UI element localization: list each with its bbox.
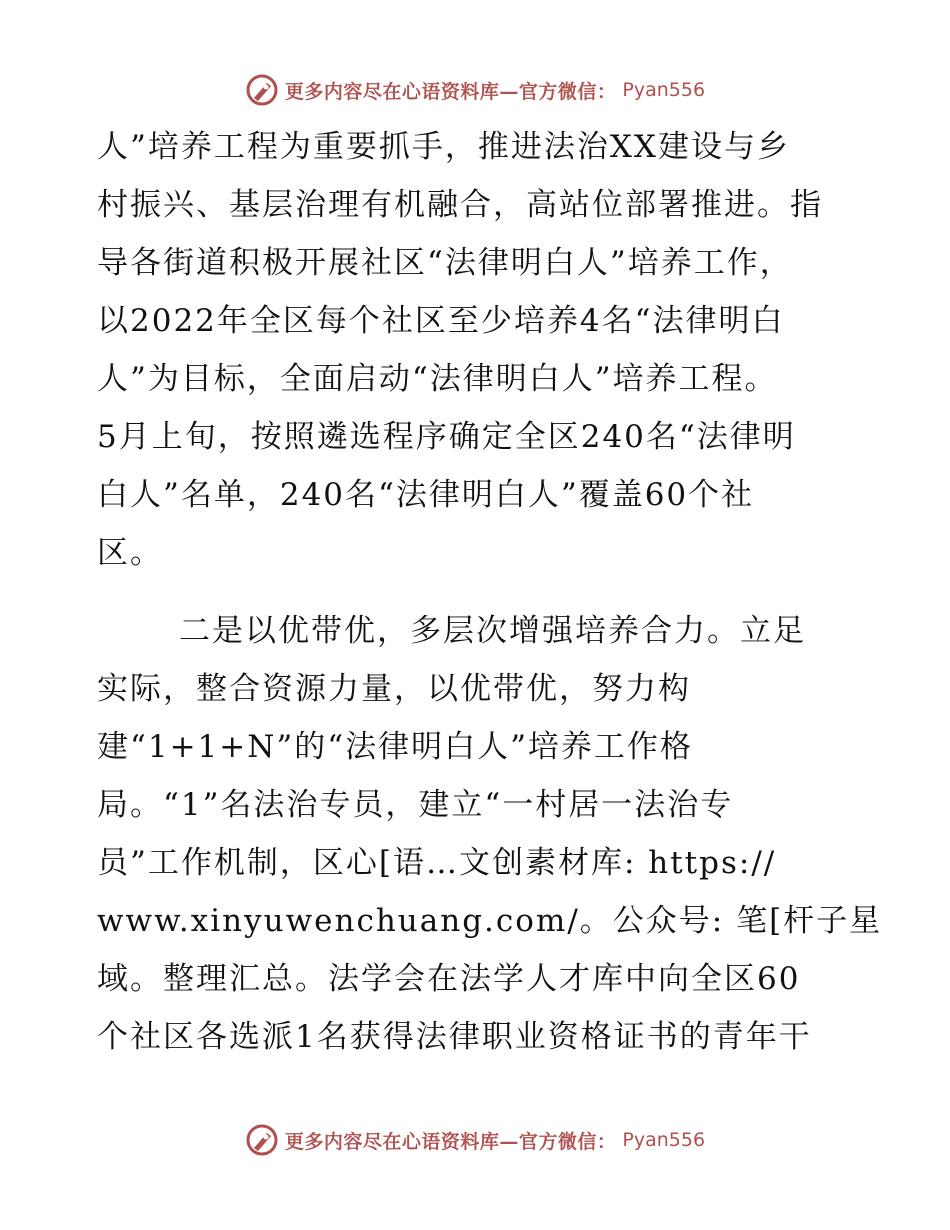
- paragraph-line: 白人”名单，240名“法律明白人”覆盖60个社: [97, 477, 755, 513]
- paragraph-line: 导各街道积极开展社区“法律明白人”培养工作，: [97, 245, 793, 281]
- paragraph-line: 村振兴、基层治理有机融合，高站位部署推进。指: [97, 187, 823, 223]
- header-banner-text: 更多内容尽在心语资料库—官方微信：: [284, 80, 617, 103]
- footer-banner-text: 更多内容尽在心语资料库—官方微信：: [284, 1130, 617, 1153]
- paragraph-line: 建“1+1+N”的“法律明白人”培养工作格: [97, 729, 693, 765]
- footer-banner: [0, 1120, 950, 1160]
- paragraph-line: 人”为目标，全面启动“法律明白人”培养工程。: [97, 361, 778, 397]
- paragraph-line: 人”培养工程为重要抓手，推进法治XX建设与乡: [97, 129, 790, 165]
- paragraph-line: 区。: [97, 535, 163, 571]
- paragraph-line: 员”工作机制，区心[语…文创素材库: https://: [97, 845, 777, 881]
- paragraph-line: www.xinyuwenchuang.com/。公众号: 笔[杆子星: [97, 903, 883, 939]
- pen-logo-icon: [245, 73, 279, 107]
- header-banner-account: Pyan556: [622, 79, 706, 101]
- paragraph-line: 域。整理汇总。法学会在法学人才库中向全区60: [97, 961, 801, 997]
- paragraph-line: 个社区各选派1名获得法律职业资格证书的青年干: [97, 1019, 812, 1055]
- footer-banner-account: Pyan556: [622, 1129, 706, 1151]
- paragraph-line: 二是以优带优，多层次增强培养合力。立足: [179, 613, 806, 649]
- pen-logo-icon: [245, 1123, 279, 1157]
- paragraph-line: 实际，整合资源力量，以优带优，努力构: [97, 671, 691, 707]
- paragraph-line: 以2022年全区每个社区至少培养4名“法律明白: [97, 303, 785, 339]
- paragraph-line: 局。“1”名法治专员，建立“一村居一法治专: [97, 787, 734, 823]
- paragraph-line: 5月上旬，按照遴选程序确定全区240名“法律明: [97, 419, 796, 455]
- document-body: [97, 118, 883, 1066]
- header-banner: [0, 70, 950, 110]
- paragraph-gap: [97, 582, 857, 602]
